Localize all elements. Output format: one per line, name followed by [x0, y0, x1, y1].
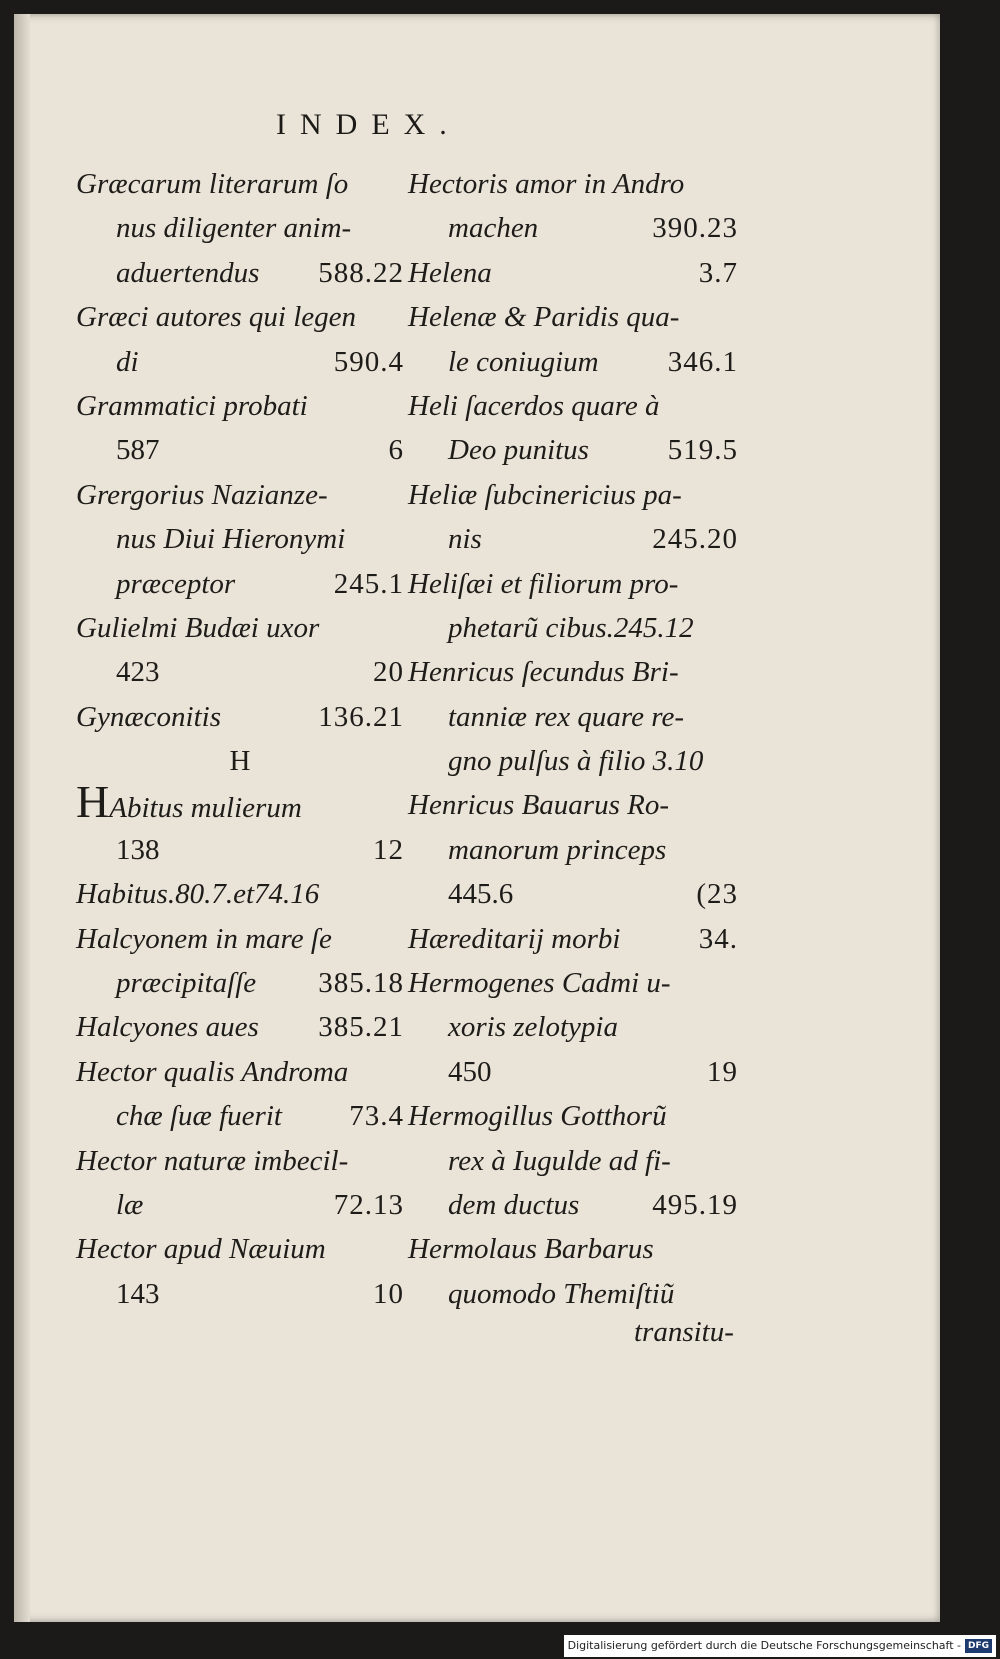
- entry-reference-number: 245.1: [333, 567, 404, 600]
- entry-text: Heliæ ſubcinericius pa-: [408, 478, 682, 511]
- index-column-right: [408, 162, 738, 1316]
- index-entry-line: [408, 295, 738, 339]
- entry-reference-number: 245.20: [652, 523, 738, 556]
- entry-text: Hermogenes Cadmi u-: [408, 967, 671, 1000]
- entry-text: di: [116, 345, 139, 378]
- entry-text: rex à Iugulde ad fi-: [448, 1144, 671, 1177]
- index-entry-line: [408, 1227, 738, 1271]
- digitization-footer: [564, 1635, 996, 1657]
- entry-text: Halcyones aues: [76, 1011, 259, 1044]
- index-entry-line: [408, 872, 738, 916]
- index-entry-line: [76, 473, 404, 517]
- entry-text: phetarũ cibus.245.12: [448, 611, 694, 644]
- entry-reference-number: 385.18: [318, 967, 404, 1000]
- entry-reference-number: 390.23: [652, 212, 738, 245]
- index-entry-line: [408, 1094, 738, 1138]
- book-page: [14, 14, 940, 1622]
- index-entry-line: [408, 562, 738, 606]
- entry-text: dem ductus: [448, 1188, 580, 1221]
- entry-text: H: [229, 745, 251, 778]
- entry-reference-number: 34.: [698, 922, 738, 955]
- index-entry-line: [76, 340, 404, 384]
- index-entry-line: [408, 517, 738, 561]
- entry-reference-number: (23: [696, 878, 738, 911]
- entry-reference-number: 588.22: [318, 256, 404, 289]
- entry-reference-number: 19: [707, 1055, 738, 1088]
- entry-reference-number: 6: [388, 434, 404, 467]
- entry-reference-number: 346.1: [667, 345, 738, 378]
- entry-text: Gulielmi Budæi uxor: [76, 611, 320, 644]
- entry-text: quomodo Themiſtiũ: [448, 1277, 675, 1310]
- index-entry-line: [76, 606, 404, 650]
- index-entry-line: [76, 739, 404, 783]
- entry-text: Deo punitus: [448, 434, 589, 467]
- footer-text: Digitalisierung gefördert durch die Deutsche Forschungsgemeinschaft -: [567, 1639, 961, 1652]
- entry-reference-number: 385.21: [318, 1011, 404, 1044]
- entry-page-number: 587: [116, 434, 160, 467]
- index-entry-line: [408, 384, 738, 428]
- index-entry-line: [76, 251, 404, 295]
- entry-text: Heli ſacerdos quare à: [408, 389, 660, 422]
- index-entry-line: [76, 650, 404, 694]
- index-entry-line: [76, 872, 404, 916]
- entry-page-number: 450: [448, 1055, 492, 1088]
- entry-reference-number: 590.4: [333, 345, 404, 378]
- index-entry-line: [408, 206, 738, 250]
- index-entry-line: [408, 606, 738, 650]
- entry-reference-number: 12: [373, 833, 404, 866]
- entry-text: Gynæconitis: [76, 700, 221, 733]
- index-entry-line: [408, 1050, 738, 1094]
- entry-text: Græci autores qui legen: [76, 301, 357, 334]
- index-entry-line: [76, 695, 404, 739]
- entry-text: Hectoris amor in Andro: [408, 168, 685, 200]
- index-entry-line: [76, 776, 404, 828]
- index-entry-line: [408, 917, 738, 961]
- entry-page-number: 143: [116, 1277, 160, 1310]
- index-entry-line: [76, 828, 404, 872]
- entry-reference-number: 20: [373, 656, 404, 689]
- entry-page-number: 138: [116, 833, 160, 866]
- index-entry-line: [76, 384, 404, 428]
- index-entry-line: [76, 162, 404, 206]
- entry-text: Græcarum literarum ſo: [76, 168, 349, 200]
- entry-text: xoris zelotypia: [448, 1011, 618, 1044]
- entry-text: Helenæ & Paridis qua-: [408, 301, 680, 334]
- index-entry-line: [408, 340, 738, 384]
- entry-text: Grergorius Nazianze-: [76, 478, 328, 511]
- entry-text: le coniugium: [448, 345, 599, 378]
- index-entry-line: [76, 295, 404, 339]
- index-entry-line: [76, 1227, 404, 1271]
- index-entry-line: [408, 783, 738, 827]
- index-entry-line: [408, 1272, 738, 1316]
- entry-text: Henricus Bauarus Ro-: [408, 789, 669, 822]
- entry-text: Hæreditarij morbi: [408, 922, 621, 955]
- index-entry-line: [76, 917, 404, 961]
- index-entry-line: [408, 428, 738, 472]
- entry-text: Heliſæi et filiorum pro-: [408, 567, 679, 600]
- dfg-logo: DFG: [965, 1639, 992, 1653]
- entry-text: præcipitaſſe: [116, 967, 257, 1000]
- index-entry-line: [76, 1050, 404, 1094]
- entry-text: nis: [448, 523, 482, 556]
- entry-text: Halcyonem in mare ſe: [76, 922, 332, 955]
- entry-reference-number: 136.21: [318, 700, 404, 733]
- entry-reference-number: 72.13: [333, 1188, 404, 1221]
- index-entry-line: [408, 961, 738, 1005]
- entry-text: nus Diui Hieronymi: [116, 523, 346, 556]
- entry-reference-number: 73.4: [349, 1100, 404, 1133]
- index-entry-line: [76, 517, 404, 561]
- entry-text: Hermolaus Barbarus: [408, 1233, 654, 1266]
- entry-text: nus diligenter anim-: [116, 212, 352, 245]
- index-entry-line: [408, 828, 738, 872]
- index-entry-line: [408, 162, 738, 206]
- index-entry-line: [408, 1005, 738, 1049]
- index-column-left: [76, 162, 404, 1316]
- entry-text: Hector naturæ imbecil-: [76, 1144, 349, 1177]
- index-entry-line: [408, 650, 738, 694]
- index-entry-line: [408, 473, 738, 517]
- entry-text: Abitus mulierum: [109, 792, 302, 825]
- entry-page-number: 445.6: [448, 878, 514, 911]
- catchword: transitu-: [634, 1316, 734, 1348]
- entry-text: Hector apud Næuium: [76, 1233, 326, 1266]
- index-entry-line: [76, 1139, 404, 1183]
- entry-text: gno pulſus à filio 3.10: [448, 745, 704, 778]
- entry-text: Henricus ſecundus Bri-: [408, 656, 679, 689]
- index-entry-line: [76, 1272, 404, 1316]
- entry-text: præceptor: [116, 567, 236, 600]
- index-entry-line: [76, 1183, 404, 1227]
- entry-reference-number: 519.5: [667, 434, 738, 467]
- index-entry-line: [76, 562, 404, 606]
- entry-reference-number: 495.19: [652, 1188, 738, 1221]
- entry-text: Habitus.80.7.et74.16: [76, 878, 320, 911]
- entry-text: tanniæ rex quare re-: [448, 700, 684, 733]
- entry-text: aduertendus: [116, 256, 260, 289]
- entry-reference-number: 10: [373, 1277, 404, 1310]
- index-entry-line: [76, 428, 404, 472]
- index-entry-line: [76, 206, 404, 250]
- entry-text: Hermogillus Gotthorũ: [408, 1100, 667, 1133]
- entry-reference-number: 3.7: [698, 256, 738, 289]
- initial-letter: H: [76, 776, 110, 828]
- entry-text: chæ ſuæ fuerit: [116, 1100, 282, 1133]
- entry-text: læ: [116, 1188, 144, 1221]
- entry-text: Hector qualis Androma: [76, 1055, 349, 1088]
- index-entry-line: [76, 1005, 404, 1049]
- index-entry-line: [408, 739, 738, 783]
- entry-text: Grammatici probati: [76, 389, 308, 422]
- entry-text: manorum princeps: [448, 833, 667, 866]
- page-spine-shadow: [14, 14, 30, 1622]
- index-entry-line: [408, 251, 738, 295]
- index-entry-line: [76, 1094, 404, 1138]
- index-entry-line: [76, 961, 404, 1005]
- entry-text: machen: [448, 212, 539, 245]
- page-header: INDEX.: [276, 108, 461, 141]
- index-entry-line: [408, 1183, 738, 1227]
- entry-text: Helena: [408, 256, 492, 289]
- entry-page-number: 423: [116, 656, 160, 689]
- index-entry-line: [408, 1139, 738, 1183]
- index-entry-line: [408, 695, 738, 739]
